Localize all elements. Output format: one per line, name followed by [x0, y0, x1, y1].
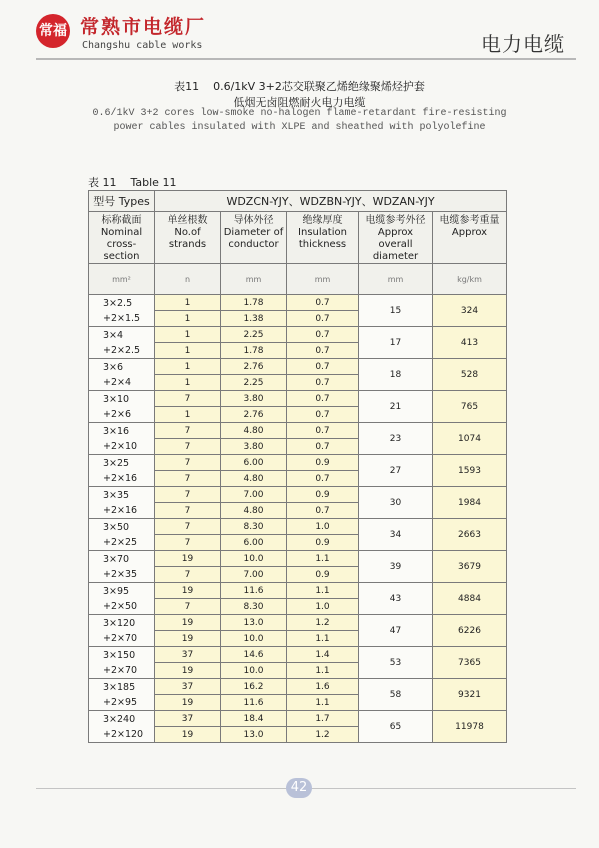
cell-insulation: 1.1 [287, 551, 359, 567]
cell-diameter: 7.00 [221, 567, 287, 583]
company-logo [36, 14, 70, 48]
cell-overall-diameter: 17 [359, 327, 433, 359]
cell-weight: 1074 [433, 423, 507, 455]
unit-strands: n [155, 264, 221, 295]
table-row [89, 295, 507, 311]
cell-insulation: 0.7 [287, 311, 359, 327]
section-title: 电力电缆 [481, 32, 565, 56]
cell-strands: 19 [155, 631, 221, 647]
cell-diameter: 6.00 [221, 535, 287, 551]
page-header [0, 0, 599, 60]
table-row [89, 551, 507, 567]
cell-insulation: 1.1 [287, 583, 359, 599]
table-row [89, 519, 507, 535]
cell-insulation: 0.7 [287, 295, 359, 311]
cell-strands: 1 [155, 311, 221, 327]
section-neutral: +2×120 [103, 728, 144, 740]
cell-insulation: 1.1 [287, 663, 359, 679]
unit-row [89, 264, 507, 295]
section-main: 3×95 [103, 585, 130, 597]
cell-strands: 7 [155, 503, 221, 519]
section-neutral: +2×50 [103, 600, 138, 612]
cell-insulation: 1.0 [287, 519, 359, 535]
caption-title-en-1: 0.6/1kV 3+2 cores low-smoke no-halogen flame-retardant fire-resisting [92, 108, 507, 119]
cell-strands: 7 [155, 423, 221, 439]
cell-insulation: 0.7 [287, 439, 359, 455]
table-row [89, 711, 507, 727]
table-row [89, 455, 507, 471]
table-row [89, 359, 507, 375]
table-label [88, 174, 176, 190]
cell-strands: 37 [155, 679, 221, 695]
unit-section: mm² [89, 264, 155, 295]
header-weight: 电缆参考重量 Approx [433, 212, 507, 264]
cell-diameter: 13.0 [221, 615, 287, 631]
cell-insulation: 1.1 [287, 695, 359, 711]
cell-overall-diameter: 23 [359, 423, 433, 455]
caption-cn-line-1 [0, 78, 599, 94]
table-label-cn: 表 11 [88, 176, 117, 189]
section-neutral: +2×1.5 [103, 312, 141, 324]
cell-diameter: 3.80 [221, 439, 287, 455]
cell-strands: 1 [155, 343, 221, 359]
unit-weight: kg/km [433, 264, 507, 295]
cell-strands: 19 [155, 663, 221, 679]
cell-overall-diameter: 53 [359, 647, 433, 679]
cell-strands: 19 [155, 583, 221, 599]
cell-weight: 4884 [433, 583, 507, 615]
section-main: 3×10 [103, 393, 130, 405]
header-diameter: 导体外径 Diameter of conductor [221, 212, 287, 264]
cell-overall-diameter: 39 [359, 551, 433, 583]
cell-overall-diameter: 43 [359, 583, 433, 615]
section-main: 3×6 [103, 361, 124, 373]
cell-insulation: 1.2 [287, 727, 359, 743]
cell-strands: 7 [155, 391, 221, 407]
cable-spec-table [88, 190, 507, 743]
cell-strands: 7 [155, 535, 221, 551]
table-row [89, 423, 507, 439]
header-overall-diameter: 电缆参考外径 Approx overall diameter [359, 212, 433, 264]
cell-insulation: 0.9 [287, 455, 359, 471]
cell-diameter: 2.76 [221, 359, 287, 375]
cell-diameter: 10.0 [221, 551, 287, 567]
section-neutral: +2×4 [103, 376, 132, 388]
cell-section [89, 551, 155, 583]
types-value: WDZCN-YJY、WDZBN-YJY、WDZAN-YJY [155, 191, 507, 212]
header-row [89, 212, 507, 264]
cell-diameter: 2.76 [221, 407, 287, 423]
cell-insulation: 0.7 [287, 407, 359, 423]
header-insulation: 绝缘厚度 Insulation thickness [287, 212, 359, 264]
cell-insulation: 1.1 [287, 631, 359, 647]
cell-strands: 37 [155, 647, 221, 663]
section-main: 3×120 [103, 617, 136, 629]
header-section: 标称截面 Nominal cross-section [89, 212, 155, 264]
cell-diameter: 4.80 [221, 503, 287, 519]
cell-strands: 1 [155, 375, 221, 391]
section-neutral: +2×95 [103, 696, 138, 708]
cell-insulation: 0.7 [287, 503, 359, 519]
caption-title-cn-1: 0.6/1kV 3+2芯交联聚乙烯绝缘聚烯烃护套 [213, 80, 425, 93]
cell-section [89, 423, 155, 455]
cell-insulation: 1.7 [287, 711, 359, 727]
cell-overall-diameter: 47 [359, 615, 433, 647]
cell-weight: 2663 [433, 519, 507, 551]
cell-strands: 1 [155, 327, 221, 343]
cell-strands: 1 [155, 295, 221, 311]
section-main: 3×240 [103, 713, 136, 725]
caption-title-en-2: power cables insulated with XLPE and sheathed with polyolefine [113, 122, 486, 133]
header-strands: 单丝根数 No.of strands [155, 212, 221, 264]
cell-section [89, 359, 155, 391]
cell-section [89, 391, 155, 423]
cell-overall-diameter: 58 [359, 679, 433, 711]
cell-strands: 19 [155, 551, 221, 567]
table-row [89, 615, 507, 631]
types-row [89, 191, 507, 212]
cell-diameter: 8.30 [221, 519, 287, 535]
cell-diameter: 6.00 [221, 455, 287, 471]
cell-diameter: 1.38 [221, 311, 287, 327]
table-row [89, 583, 507, 599]
section-neutral: +2×70 [103, 664, 138, 676]
header-divider [36, 58, 576, 60]
cell-strands: 7 [155, 439, 221, 455]
section-neutral: +2×6 [103, 408, 132, 420]
page-number: 42 [286, 778, 312, 798]
cell-insulation: 0.7 [287, 423, 359, 439]
cell-insulation: 0.7 [287, 375, 359, 391]
cell-diameter: 18.4 [221, 711, 287, 727]
cell-diameter: 4.80 [221, 471, 287, 487]
cell-diameter: 4.80 [221, 423, 287, 439]
cell-strands: 1 [155, 359, 221, 375]
section-neutral: +2×25 [103, 536, 138, 548]
company-name-en: Changshu cable works [82, 40, 203, 51]
cell-weight: 528 [433, 359, 507, 391]
cell-overall-diameter: 21 [359, 391, 433, 423]
cell-diameter: 2.25 [221, 327, 287, 343]
section-main: 3×25 [103, 457, 130, 469]
cell-strands: 19 [155, 695, 221, 711]
cell-overall-diameter: 27 [359, 455, 433, 487]
cell-diameter: 1.78 [221, 343, 287, 359]
table-row [89, 647, 507, 663]
cell-insulation: 0.7 [287, 391, 359, 407]
cell-insulation: 1.2 [287, 615, 359, 631]
section-main: 3×35 [103, 489, 130, 501]
cell-diameter: 10.0 [221, 631, 287, 647]
cell-weight: 324 [433, 295, 507, 327]
cell-strands: 7 [155, 567, 221, 583]
cell-diameter: 11.6 [221, 583, 287, 599]
cell-diameter: 8.30 [221, 599, 287, 615]
cell-insulation: 0.9 [287, 535, 359, 551]
cell-strands: 7 [155, 487, 221, 503]
logo-text: 常福 [39, 23, 67, 39]
cell-section [89, 647, 155, 679]
cell-strands: 1 [155, 407, 221, 423]
cell-weight: 413 [433, 327, 507, 359]
cell-insulation: 0.9 [287, 567, 359, 583]
cell-section [89, 711, 155, 743]
section-main: 3×150 [103, 649, 136, 661]
section-neutral: +2×2.5 [103, 344, 141, 356]
cell-insulation: 0.9 [287, 487, 359, 503]
cell-weight: 765 [433, 391, 507, 423]
section-neutral: +2×35 [103, 568, 138, 580]
section-neutral: +2×70 [103, 632, 138, 644]
cell-insulation: 1.6 [287, 679, 359, 695]
cell-weight: 11978 [433, 711, 507, 743]
cell-strands: 7 [155, 599, 221, 615]
cell-insulation: 0.7 [287, 359, 359, 375]
cell-overall-diameter: 34 [359, 519, 433, 551]
unit-overall-diameter: mm [359, 264, 433, 295]
cell-section [89, 487, 155, 519]
cell-section [89, 295, 155, 327]
cell-section [89, 615, 155, 647]
types-label: 型号 Types [89, 191, 155, 212]
section-neutral: +2×10 [103, 440, 138, 452]
cell-section [89, 327, 155, 359]
cell-insulation: 0.7 [287, 343, 359, 359]
cell-diameter: 1.78 [221, 295, 287, 311]
cell-strands: 19 [155, 615, 221, 631]
cell-strands: 37 [155, 711, 221, 727]
cell-weight: 3679 [433, 551, 507, 583]
cell-strands: 7 [155, 471, 221, 487]
section-main: 3×2.5 [103, 297, 133, 309]
cell-strands: 19 [155, 727, 221, 743]
section-neutral: +2×16 [103, 472, 138, 484]
cell-weight: 6226 [433, 615, 507, 647]
cell-diameter: 7.00 [221, 487, 287, 503]
cell-weight: 1593 [433, 455, 507, 487]
cell-section [89, 583, 155, 615]
section-main: 3×50 [103, 521, 130, 533]
cell-overall-diameter: 18 [359, 359, 433, 391]
cell-overall-diameter: 30 [359, 487, 433, 519]
caption-title-cn-2: 低烟无卤阻燃耐火电力电缆 [233, 96, 366, 109]
cell-weight: 9321 [433, 679, 507, 711]
section-main: 3×4 [103, 329, 124, 341]
cell-strands: 7 [155, 455, 221, 471]
cell-diameter: 3.80 [221, 391, 287, 407]
unit-diameter: mm [221, 264, 287, 295]
cell-insulation: 1.0 [287, 599, 359, 615]
company-name-cn: 常熟市电缆厂 [80, 16, 207, 38]
section-main: 3×185 [103, 681, 136, 693]
cell-section [89, 519, 155, 551]
unit-insulation: mm [287, 264, 359, 295]
table-label-en: Table 11 [130, 176, 177, 189]
caption-table-no: 表11 [174, 80, 200, 93]
section-neutral: +2×16 [103, 504, 138, 516]
cell-overall-diameter: 65 [359, 711, 433, 743]
section-main: 3×16 [103, 425, 130, 437]
table-row [89, 679, 507, 695]
cell-insulation: 0.7 [287, 471, 359, 487]
cell-strands: 7 [155, 519, 221, 535]
table-row [89, 487, 507, 503]
cell-insulation: 0.7 [287, 327, 359, 343]
cell-weight: 1984 [433, 487, 507, 519]
cell-section [89, 679, 155, 711]
section-main: 3×70 [103, 553, 130, 565]
cell-diameter: 11.6 [221, 695, 287, 711]
cell-diameter: 2.25 [221, 375, 287, 391]
cell-insulation: 1.4 [287, 647, 359, 663]
cell-diameter: 13.0 [221, 727, 287, 743]
cell-diameter: 16.2 [221, 679, 287, 695]
cell-weight: 7365 [433, 647, 507, 679]
cell-overall-diameter: 15 [359, 295, 433, 327]
table-row [89, 391, 507, 407]
table-row [89, 327, 507, 343]
cell-diameter: 14.6 [221, 647, 287, 663]
cell-section [89, 455, 155, 487]
cell-diameter: 10.0 [221, 663, 287, 679]
